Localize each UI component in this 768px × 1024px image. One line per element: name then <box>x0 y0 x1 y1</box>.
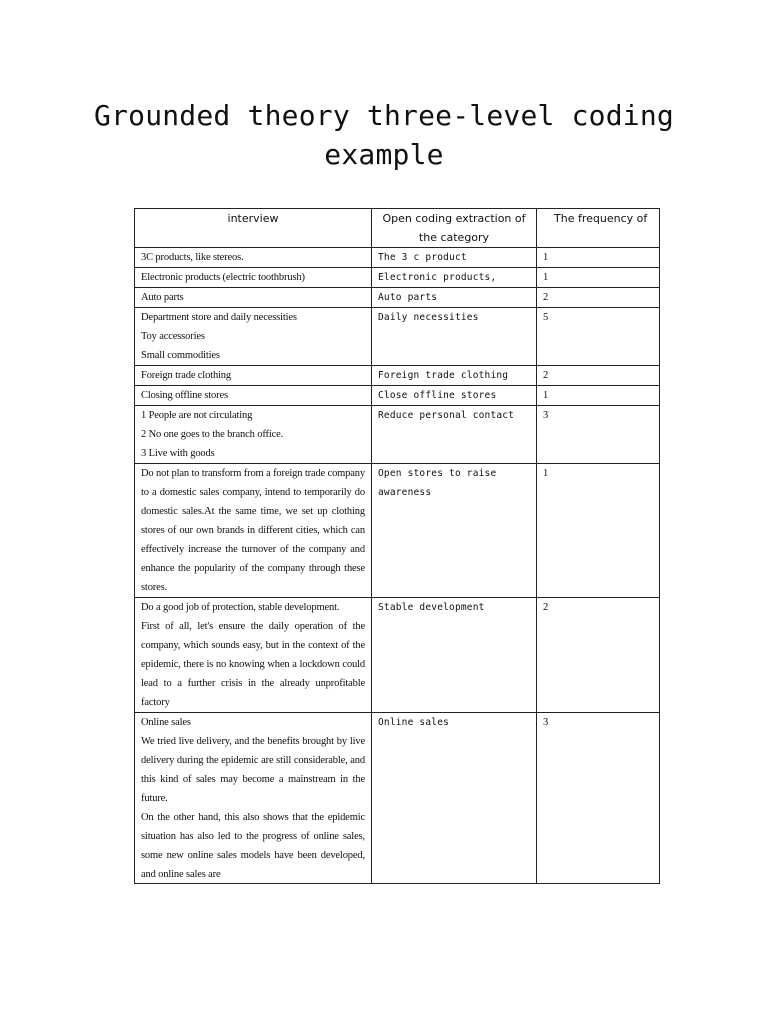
frequency-cell: 2 <box>537 598 660 713</box>
header-frequency: The frequency of <box>537 209 660 248</box>
coding-table <box>134 208 660 884</box>
frequency-cell: 3 <box>537 406 660 464</box>
interview-text: 2 No one goes to the branch office. <box>141 429 284 440</box>
interview-text: Online sales <box>141 717 191 728</box>
category-cell: Reduce personal contact <box>372 406 537 464</box>
interview-text: Electronic products (electric toothbrush) <box>141 272 305 283</box>
category-cell: Open stores to raise awareness <box>372 464 537 598</box>
interview-text: Closing offline stores <box>141 390 228 401</box>
interview-cell-clip <box>141 713 365 883</box>
frequency-cell: 2 <box>537 288 660 308</box>
frequency-cell: 2 <box>537 366 660 386</box>
interview-text: Do a good job of protection, stable development. <box>141 602 340 613</box>
header-row <box>135 209 660 248</box>
frequency-cell: 1 <box>537 268 660 288</box>
coding-table-body <box>135 248 660 884</box>
interview-cell <box>135 464 372 598</box>
interview-text: Toy accessories <box>141 331 205 342</box>
table-row <box>135 464 660 598</box>
document-title-line-1: Grounded theory three-level coding <box>94 99 674 132</box>
document-title <box>0 96 768 174</box>
interview-cell <box>135 248 372 268</box>
table-row <box>135 386 660 406</box>
table-row <box>135 366 660 386</box>
interview-text: We tried live delivery, and the benefits brought by live delivery during the epidemic are still considerable, and this kind of sales may become a mainstream in the future. <box>141 736 365 804</box>
interview-text: Foreign trade clothing <box>141 370 232 381</box>
interview-text: Do not plan to transform from a foreign trade company to a domestic sales company, intend to temporarily do domestic sales.At the same time, we set up clothing stores of our own brands in different cities, which can effectively increase the turnover of the company and enhance the popularity of the company through these stores. <box>141 468 365 593</box>
document-title-line-2: example <box>324 138 444 171</box>
header-category: Open coding extraction of the category <box>372 209 537 248</box>
interview-cell <box>135 268 372 288</box>
category-cell: Auto parts <box>372 288 537 308</box>
table-row <box>135 248 660 268</box>
frequency-cell: 1 <box>537 464 660 598</box>
interview-cell <box>135 288 372 308</box>
interview-cell <box>135 366 372 386</box>
interview-cell <box>135 308 372 366</box>
coding-table-header <box>135 209 660 248</box>
table-row <box>135 713 660 884</box>
interview-cell <box>135 598 372 713</box>
category-cell: Electronic products, <box>372 268 537 288</box>
interview-cell <box>135 406 372 464</box>
interview-cell <box>135 713 372 884</box>
interview-text: Small commodities <box>141 350 220 361</box>
interview-text: Auto parts <box>141 292 184 303</box>
interview-text: On the other hand, this also shows that the epidemic situation has also led to the progress of online sales, some new online sales models have been developed, and online sales are <box>141 812 365 880</box>
table-row <box>135 598 660 713</box>
category-cell: Online sales <box>372 713 537 884</box>
frequency-cell: 1 <box>537 386 660 406</box>
interview-text: 3 Live with goods <box>141 448 215 459</box>
interview-text: 3C products, like stereos. <box>141 252 244 263</box>
interview-text: 1 People are not circulating <box>141 410 253 421</box>
interview-text: First of all, let's ensure the daily operation of the company, which sounds easy, but in the context of the epidemic, there is no knowing when a lockdown could lead to a further crisis in the already unprofitable factory <box>141 621 365 708</box>
category-cell: Close offline stores <box>372 386 537 406</box>
header-interview: interview <box>135 209 372 248</box>
category-cell: Daily necessities <box>372 308 537 366</box>
interview-cell <box>135 386 372 406</box>
frequency-cell: 1 <box>537 248 660 268</box>
table-row <box>135 288 660 308</box>
interview-text: Department store and daily necessities <box>141 312 297 323</box>
category-cell: The 3 c product <box>372 248 537 268</box>
table-row <box>135 308 660 366</box>
frequency-cell: 5 <box>537 308 660 366</box>
category-cell: Foreign trade clothing <box>372 366 537 386</box>
frequency-cell: 3 <box>537 713 660 884</box>
table-row <box>135 268 660 288</box>
table-row <box>135 406 660 464</box>
category-cell: Stable development <box>372 598 537 713</box>
